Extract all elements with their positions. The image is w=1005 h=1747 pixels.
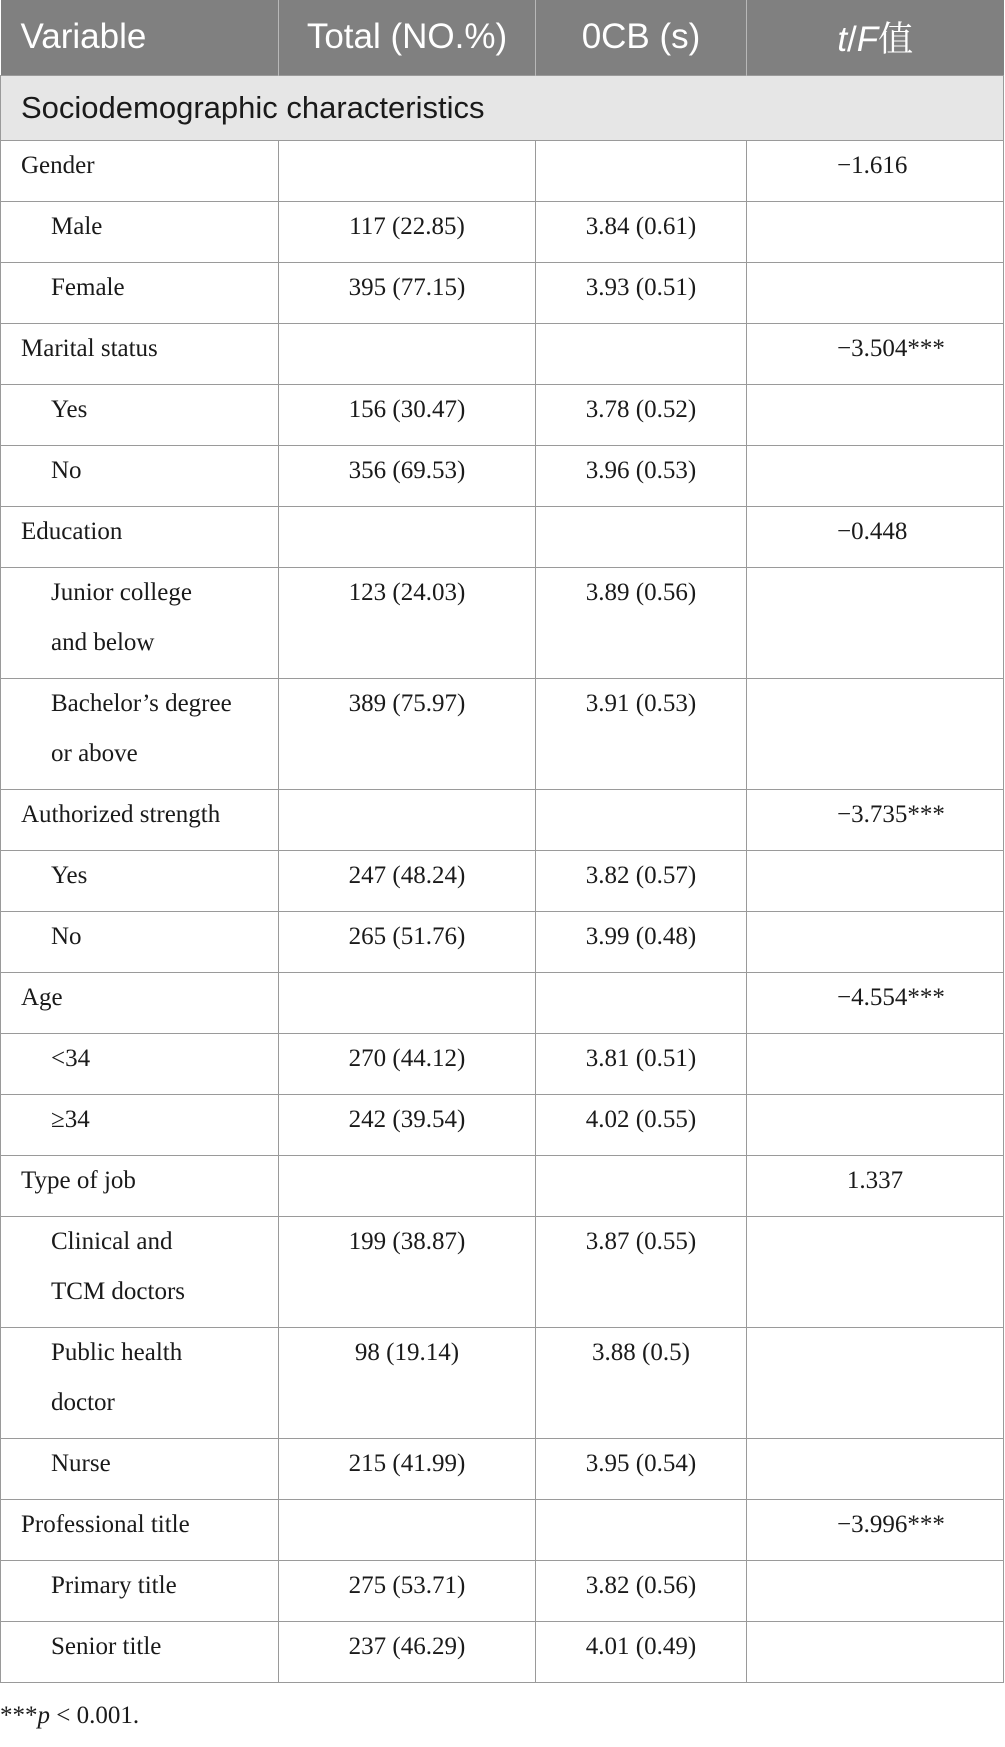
- footnote-stars: ***: [0, 1702, 38, 1729]
- table-row: [1, 384, 1004, 445]
- total-cell: 156 (30.47): [279, 384, 536, 445]
- tf-cell: −3.735***: [747, 789, 1004, 850]
- ocb-cell: [536, 972, 747, 1033]
- total-cell: 356 (69.53): [279, 445, 536, 506]
- row-label: ≥34: [1, 1094, 279, 1155]
- table-row: [1, 323, 1004, 384]
- tf-cell: [747, 384, 1004, 445]
- header-tf: [747, 0, 1004, 75]
- header-variable: Variable: [20, 17, 147, 57]
- footnote-rest: < 0.001.: [50, 1702, 140, 1729]
- ocb-cell: 3.93 (0.51): [536, 262, 747, 323]
- ocb-cell: 4.01 (0.49): [536, 1621, 747, 1682]
- tf-cell: −4.554***: [747, 972, 1004, 1033]
- row-label-line1: Public health: [51, 1338, 183, 1366]
- tf-cell: −1.616: [747, 140, 1004, 201]
- table-row: [1, 201, 1004, 262]
- footnote: [0, 1702, 139, 1730]
- table-row: [1, 140, 1004, 201]
- tf-cell: [747, 445, 1004, 506]
- ocb-cell: 3.84 (0.61): [536, 201, 747, 262]
- ocb-cell: 3.81 (0.51): [536, 1033, 747, 1094]
- total-cell: [279, 972, 536, 1033]
- tf-cell: [747, 1094, 1004, 1155]
- tf-cell: [747, 567, 1004, 678]
- table-row: [1, 1438, 1004, 1499]
- total-cell: [279, 1499, 536, 1560]
- total-cell: [279, 323, 536, 384]
- ocb-cell: 3.78 (0.52): [536, 384, 747, 445]
- total-cell: [279, 1155, 536, 1216]
- table-row: [1, 1155, 1004, 1216]
- section-row: [1, 75, 1004, 140]
- total-cell: 237 (46.29): [279, 1621, 536, 1682]
- header-t: t: [837, 20, 848, 60]
- row-label: Gender: [1, 140, 279, 201]
- ocb-cell: [536, 1155, 747, 1216]
- ocb-cell: 3.82 (0.57): [536, 850, 747, 911]
- row-label: [1, 567, 279, 678]
- total-cell: 265 (51.76): [279, 911, 536, 972]
- tf-cell: [747, 1560, 1004, 1621]
- total-cell: 117 (22.85): [279, 201, 536, 262]
- total-cell: [279, 506, 536, 567]
- header-slash: /: [847, 20, 857, 60]
- ocb-cell: [536, 789, 747, 850]
- table-row: [1, 1621, 1004, 1682]
- total-cell: 199 (38.87): [279, 1216, 536, 1327]
- header-suffix: 值: [878, 20, 914, 60]
- header-total: Total (NO.%): [279, 0, 536, 75]
- row-label: Marital status: [1, 323, 279, 384]
- total-cell: 395 (77.15): [279, 262, 536, 323]
- row-label-line2: TCM doctors: [51, 1277, 186, 1305]
- tf-cell: −3.504***: [747, 323, 1004, 384]
- row-label-line2: doctor: [51, 1388, 115, 1416]
- total-cell: 275 (53.71): [279, 1560, 536, 1621]
- ocb-cell: [536, 323, 747, 384]
- row-label-line2: or above: [51, 739, 138, 767]
- table-row: [1, 506, 1004, 567]
- row-label: Male: [1, 201, 279, 262]
- tf-cell: 1.337: [747, 1155, 1004, 1216]
- table-row: [1, 789, 1004, 850]
- row-label: Female: [1, 262, 279, 323]
- table-row: [1, 678, 1004, 789]
- total-cell: 123 (24.03): [279, 567, 536, 678]
- row-label-line1: Junior college: [51, 578, 192, 606]
- total-cell: 98 (19.14): [279, 1327, 536, 1438]
- ocb-cell: 3.87 (0.55): [536, 1216, 747, 1327]
- row-label-line1: Clinical and: [51, 1227, 173, 1255]
- row-label: Authorized strength: [1, 789, 279, 850]
- ocb-cell: 3.96 (0.53): [536, 445, 747, 506]
- ocb-cell: 3.82 (0.56): [536, 1560, 747, 1621]
- total-cell: [279, 789, 536, 850]
- ocb-cell: 3.99 (0.48): [536, 911, 747, 972]
- table-row: [1, 1499, 1004, 1560]
- row-label: Professional title: [1, 1499, 279, 1560]
- row-label: Education: [1, 506, 279, 567]
- table-row: [1, 567, 1004, 678]
- row-label: Primary title: [1, 1560, 279, 1621]
- ocb-cell: [536, 1499, 747, 1560]
- total-cell: [279, 140, 536, 201]
- table-row: [1, 1216, 1004, 1327]
- ocb-cell: 3.88 (0.5): [536, 1327, 747, 1438]
- tf-cell: [747, 262, 1004, 323]
- table-row: [1, 972, 1004, 1033]
- row-label: Yes: [1, 850, 279, 911]
- table-row: [1, 445, 1004, 506]
- total-cell: 389 (75.97): [279, 678, 536, 789]
- section-title: Sociodemographic characteristics: [1, 75, 1004, 140]
- ocb-cell: 3.91 (0.53): [536, 678, 747, 789]
- table-row: [1, 1094, 1004, 1155]
- total-cell: 215 (41.99): [279, 1438, 536, 1499]
- row-label: Type of job: [1, 1155, 279, 1216]
- tf-cell: [747, 1327, 1004, 1438]
- ocb-cell: 3.95 (0.54): [536, 1438, 747, 1499]
- tf-cell: −3.996***: [747, 1499, 1004, 1560]
- total-cell: 270 (44.12): [279, 1033, 536, 1094]
- row-label: <34: [1, 1033, 279, 1094]
- row-label: No: [1, 911, 279, 972]
- tf-cell: [747, 1621, 1004, 1682]
- tf-cell: [747, 911, 1004, 972]
- tf-cell: [747, 201, 1004, 262]
- tf-cell: −0.448: [747, 506, 1004, 567]
- row-label-line1: Bachelor’s degree: [51, 689, 232, 717]
- table-row: [1, 262, 1004, 323]
- header-ocb: 0CB (s): [536, 0, 747, 75]
- row-label: Yes: [1, 384, 279, 445]
- total-cell: 247 (48.24): [279, 850, 536, 911]
- row-label: Nurse: [1, 1438, 279, 1499]
- total-cell: 242 (39.54): [279, 1094, 536, 1155]
- row-label-line2: and below: [51, 628, 155, 656]
- row-label: [1, 1216, 279, 1327]
- table-row: [1, 911, 1004, 972]
- tf-cell: [747, 1216, 1004, 1327]
- tf-cell: [747, 1033, 1004, 1094]
- tf-cell: [747, 678, 1004, 789]
- tf-cell: [747, 850, 1004, 911]
- footnote-p: p: [37, 1702, 50, 1729]
- table-row: [1, 1033, 1004, 1094]
- row-label: Age: [1, 972, 279, 1033]
- table-row: [1, 850, 1004, 911]
- row-label: [1, 1327, 279, 1438]
- ocb-cell: [536, 140, 747, 201]
- header-f: F: [856, 20, 879, 60]
- table-row: [1, 1560, 1004, 1621]
- row-label: No: [1, 445, 279, 506]
- table-row: [1, 1327, 1004, 1438]
- row-label: [1, 678, 279, 789]
- tf-cell: [747, 1438, 1004, 1499]
- ocb-cell: [536, 506, 747, 567]
- row-label: Senior title: [1, 1621, 279, 1682]
- header-row: [1, 0, 1004, 75]
- ocb-cell: 4.02 (0.55): [536, 1094, 747, 1155]
- ocb-cell: 3.89 (0.56): [536, 567, 747, 678]
